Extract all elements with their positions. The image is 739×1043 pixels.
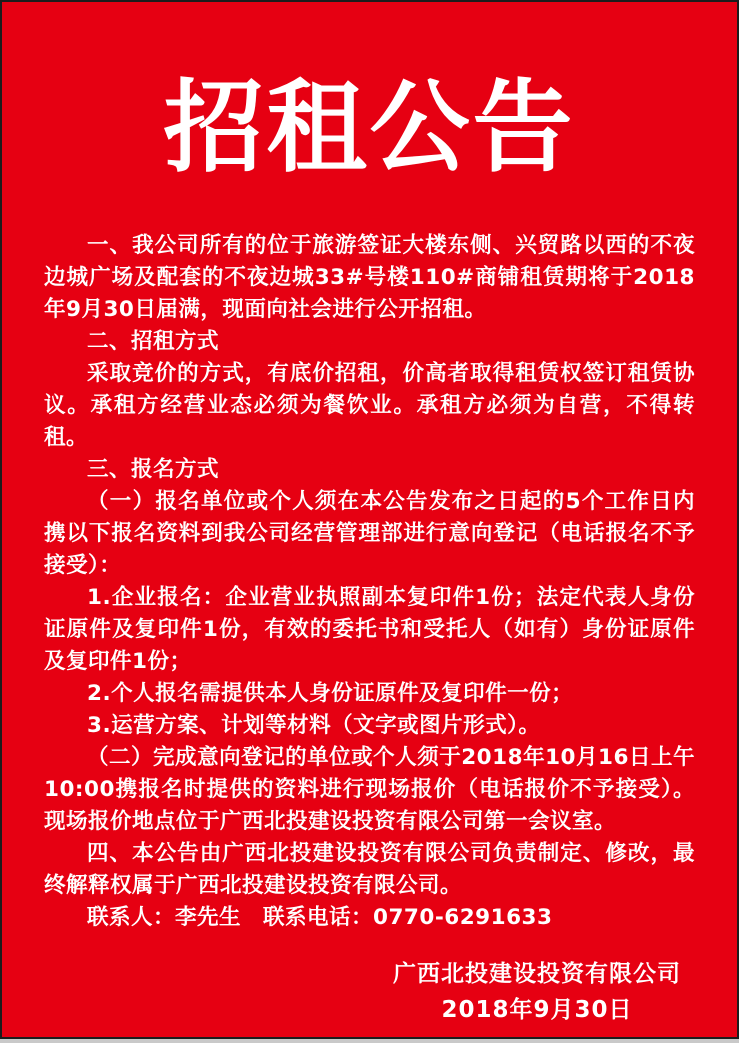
notice-heading-registration-method: 三、报名方式: [87, 457, 220, 482]
notice-item-operation-plan: 3.运营方案、计划等材料（文字或图片形式）。: [87, 713, 541, 738]
signature-company: 广西北投建设投资有限公司: [393, 961, 681, 987]
signature-block: [393, 956, 681, 1028]
notice-paragraph-interpretation-rights: 四、本公告由广西北投建设投资有限公司负责制定、修改，最终解释权属于广西北投建设投资有限公司。: [44, 841, 695, 898]
notice-paragraph-property: 一、我公司所有的位于旅游签证大楼东侧、兴贸路以西的不夜边城广场及配套的不夜边城33#号楼110#商铺租赁期将于2018年9月30日届满，现面向社会进行公开招租。: [44, 233, 695, 322]
notice-heading-rental-method: 二、招租方式: [87, 329, 220, 354]
signature-date: 2018年9月30日: [441, 997, 633, 1023]
notice-item-company-registration: 1.企业报名：企业营业执照副本复印件1份；法定代表人身份证原件及复印件1份，有效的委托书和受托人（如有）身份证原件及复印件1份；: [44, 585, 695, 674]
notice-paragraph-bidding: 采取竞价的方式，有底价招租，价高者取得租赁权签订租赁协议。承租方经营业态必须为餐饮业。承租方必须为自营，不得转租。: [44, 361, 695, 450]
notice-body: [44, 230, 695, 934]
notice-paragraph-registration: （一）报名单位或个人须在本公告发布之日起的5个工作日内携以下报名资料到我公司经营管理部进行意向登记（电话报名不予接受）：: [44, 489, 695, 578]
poster-title: 招租公告: [163, 68, 576, 186]
notice-paragraph-onsite-quotation: （二）完成意向登记的单位或个人须于2018年10月16日上午10:00携报名时提供的资料进行现场报价（电话报价不予接受）。现场报价地点位于广西北投建设投资有限公司第一会议室。: [44, 745, 695, 834]
notice-contact-line: 联系人：李先生 联系电话：0770-6291633: [87, 905, 553, 930]
notice-item-personal-registration: 2.个人报名需提供本人身份证原件及复印件一份；: [87, 681, 574, 706]
